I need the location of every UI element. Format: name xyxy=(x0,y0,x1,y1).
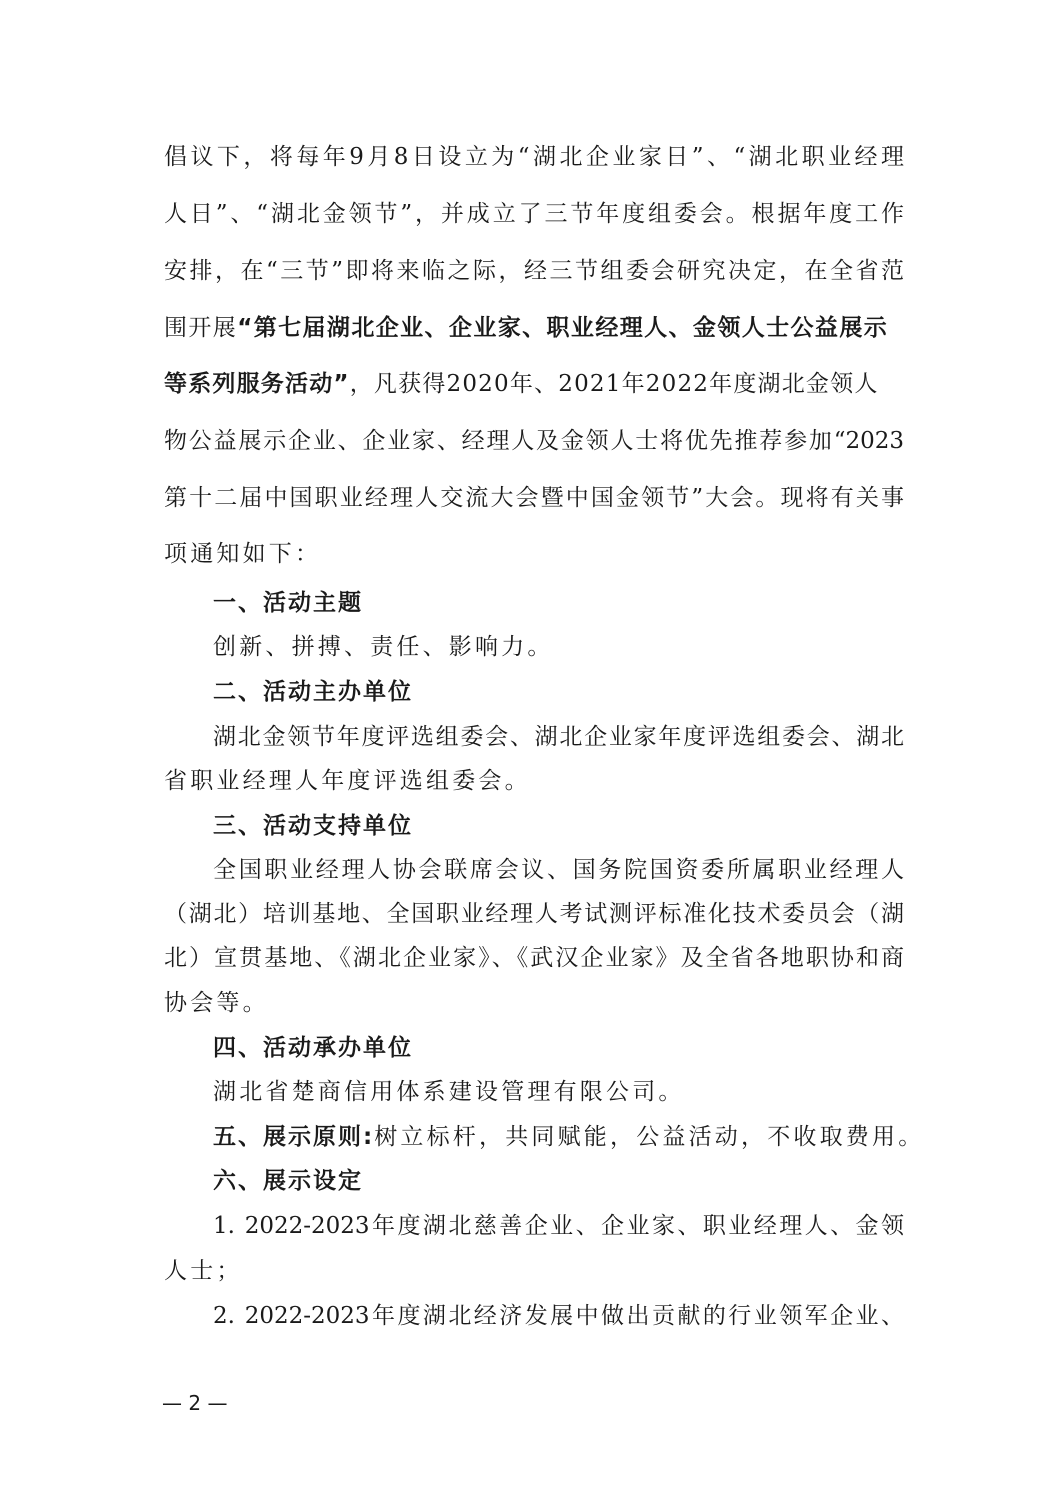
paragraph-text: ，凡获得2020年、2021年2022年度湖北金领人 xyxy=(349,371,879,397)
section-body: 湖北金领节年度评选组委会、湖北企业家年度评选组委会、湖北 xyxy=(213,724,904,750)
paragraph-line: 倡议下，将每年9月8日设立为“湖北企业家日”、“湖北职业经理 xyxy=(164,144,904,170)
paragraph-line: 物公益展示企业、企业家、经理人及金领人士将优先推荐参加“2023 xyxy=(164,428,904,454)
section-body: 树立标杆，共同赋能，公益活动，不收取费用。 xyxy=(374,1124,925,1150)
section-body: 湖北省楚商信用体系建设管理有限公司。 xyxy=(213,1079,685,1105)
paragraph-line: 安排，在“三节”即将来临之际，经三节组委会研究决定，在全省范 xyxy=(164,258,904,284)
section-heading: 二、活动主办单位 xyxy=(213,679,413,705)
list-item: 1. 2022-2023年度湖北慈善企业、企业家、职业经理人、金领 xyxy=(213,1213,904,1239)
section-heading: 六、展示设定 xyxy=(213,1168,363,1194)
paragraph-line: 第十二届中国职业经理人交流大会暨中国金领节”大会。现将有关事 xyxy=(164,485,904,511)
section-body: 北）宣贯基地、《湖北企业家》、《武汉企业家》及全省各地职协和商 xyxy=(164,945,904,971)
list-item: 2. 2022-2023年度湖北经济发展中做出贡献的行业领军企业、 xyxy=(213,1303,904,1329)
section-heading: 三、活动支持单位 xyxy=(213,813,413,839)
paragraph-line: 人日”、“湖北金领节”，并成立了三节年度组委会。根据年度工作 xyxy=(164,201,904,227)
section-heading: 四、活动承办单位 xyxy=(213,1035,413,1061)
page-number: — 2 — xyxy=(162,1391,228,1415)
paragraph-line xyxy=(164,369,904,399)
section-body: 协会等。 xyxy=(164,990,269,1016)
list-item: 人士； xyxy=(164,1258,243,1284)
section-heading: 五、展示原则: xyxy=(213,1124,375,1150)
activity-name-bold: “第七届湖北企业、企业家、职业经理人、金领人士公益展示 xyxy=(237,315,889,341)
section-body: （湖北）培训基地、全国职业经理人考试测评标准化技术委员会（湖 xyxy=(164,901,904,927)
paragraph-line xyxy=(164,313,904,343)
paragraph-line: 项通知如下： xyxy=(164,541,322,567)
section-body: 省职业经理人年度评选组委会。 xyxy=(164,768,531,794)
section-body: 创新、拼搏、责任、影响力。 xyxy=(213,634,554,660)
activity-name-bold: 等系列服务活动” xyxy=(164,371,350,397)
section-principle xyxy=(213,1122,925,1152)
section-body: 全国职业经理人协会联席会议、国务院国资委所属职业经理人 xyxy=(213,857,904,883)
paragraph-text: 围开展 xyxy=(164,315,238,341)
section-heading: 一、活动主题 xyxy=(213,590,363,616)
